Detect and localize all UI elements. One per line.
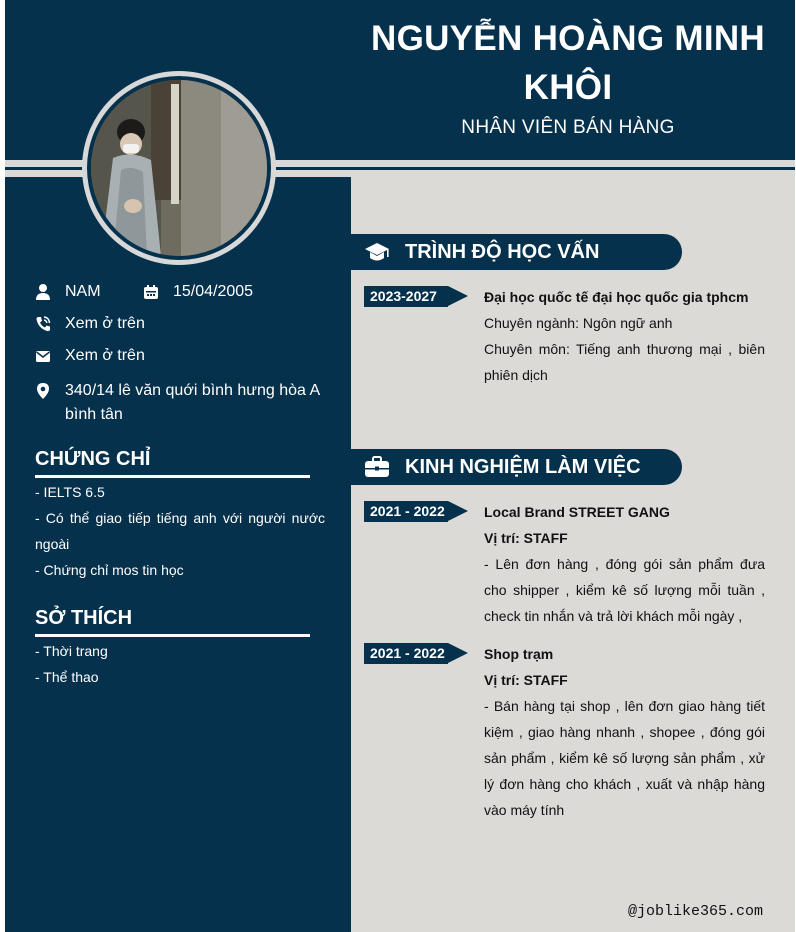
hobbies-list	[35, 638, 325, 690]
user-icon	[35, 283, 51, 301]
avatar	[91, 80, 267, 256]
job-position: Vị trí: STAFF	[484, 530, 568, 546]
experience-entry	[484, 641, 765, 823]
company-name: Local Brand STREET GANG	[484, 504, 670, 520]
job-position: Vị trí: STAFF	[484, 672, 568, 688]
hobbies-heading: SỞ THÍCH	[35, 607, 133, 629]
list-item: - Chứng chỉ mos tin học	[35, 562, 184, 578]
date-tag-arrow	[448, 643, 468, 663]
certificates-heading: CHỨNG CHỈ	[35, 448, 151, 470]
date-tag-arrow	[448, 286, 468, 306]
list-item: - Có thể giao tiếp tiếng anh với người nước ngoài	[35, 510, 325, 552]
experience-heading: KINH NGHIỆM LÀM VIỆC	[405, 456, 641, 478]
cv-page	[5, 0, 795, 932]
gender-value: NAM	[65, 283, 101, 300]
birthdate-row	[143, 283, 253, 301]
person-photo-icon	[91, 80, 267, 256]
calendar-icon	[143, 283, 159, 301]
education-heading-bar	[351, 234, 682, 270]
email-value: Xem ở trên	[65, 347, 145, 364]
candidate-name	[355, 14, 781, 112]
candidate-name-line2: KHÔI	[523, 68, 613, 107]
experience-entry	[484, 499, 765, 629]
education-major: Chuyên ngành: Ngôn ngữ anh	[484, 315, 673, 331]
certificates-rule	[35, 475, 310, 478]
address-row	[35, 379, 330, 427]
briefcase-icon	[364, 455, 390, 479]
job-description: - Lên đơn hàng , đóng gói sản phẩm đưa cho shipper , kiểm kê số lượng mỗi tuần , check tin nhắn và trả lời khách mỗi ngày ,	[484, 556, 765, 624]
gender-row	[35, 283, 101, 301]
list-item: - IELTS 6.5	[35, 484, 105, 500]
email-row	[35, 347, 145, 365]
list-item: - Thời trang	[35, 643, 108, 659]
candidate-name-line1: NGUYỄN HOÀNG MINH	[371, 19, 765, 58]
education-date: 2023-2027	[364, 286, 448, 307]
address-value: 340/14 lê văn quới bình hưng hòa A bình tân	[65, 382, 320, 423]
envelope-icon	[35, 347, 51, 365]
education-specialty: Chuyên môn: Tiếng anh thương mại , biên phiên dịch	[484, 341, 765, 383]
hobbies-rule	[35, 634, 310, 637]
education-heading: TRÌNH ĐỘ HỌC VẤN	[405, 241, 600, 263]
experience-heading-bar	[351, 449, 682, 485]
phone-value: Xem ở trên	[65, 315, 145, 332]
birthdate-value: 15/04/2005	[173, 283, 254, 300]
date-tag-arrow	[448, 501, 468, 521]
job-title: NHÂN VIÊN BÁN HÀNG	[461, 117, 675, 138]
phone-icon	[35, 315, 51, 333]
watermark: @joblike365.com	[628, 903, 764, 920]
map-pin-icon	[35, 382, 51, 400]
certificates-list	[35, 479, 325, 583]
list-item: - Thể thao	[35, 669, 99, 685]
education-entry	[484, 284, 765, 388]
company-name: Shop trạm	[484, 646, 554, 662]
phone-row	[35, 315, 145, 333]
job-description: - Bán hàng tại shop , lên đơn giao hàng tiết kiệm , giao hàng nhanh , shopee , đóng gói sản phẩm , kiểm kê số lượng sản phẩm , xử lý đơn hàng cho khách , xuất và nhập hàng vào máy tính	[484, 698, 765, 818]
experience-date: 2021 - 2022	[364, 501, 448, 522]
graduation-cap-icon	[364, 240, 390, 264]
school-name: Đại học quốc tế đại học quốc gia tphcm	[484, 289, 749, 305]
experience-date: 2021 - 2022	[364, 643, 448, 664]
